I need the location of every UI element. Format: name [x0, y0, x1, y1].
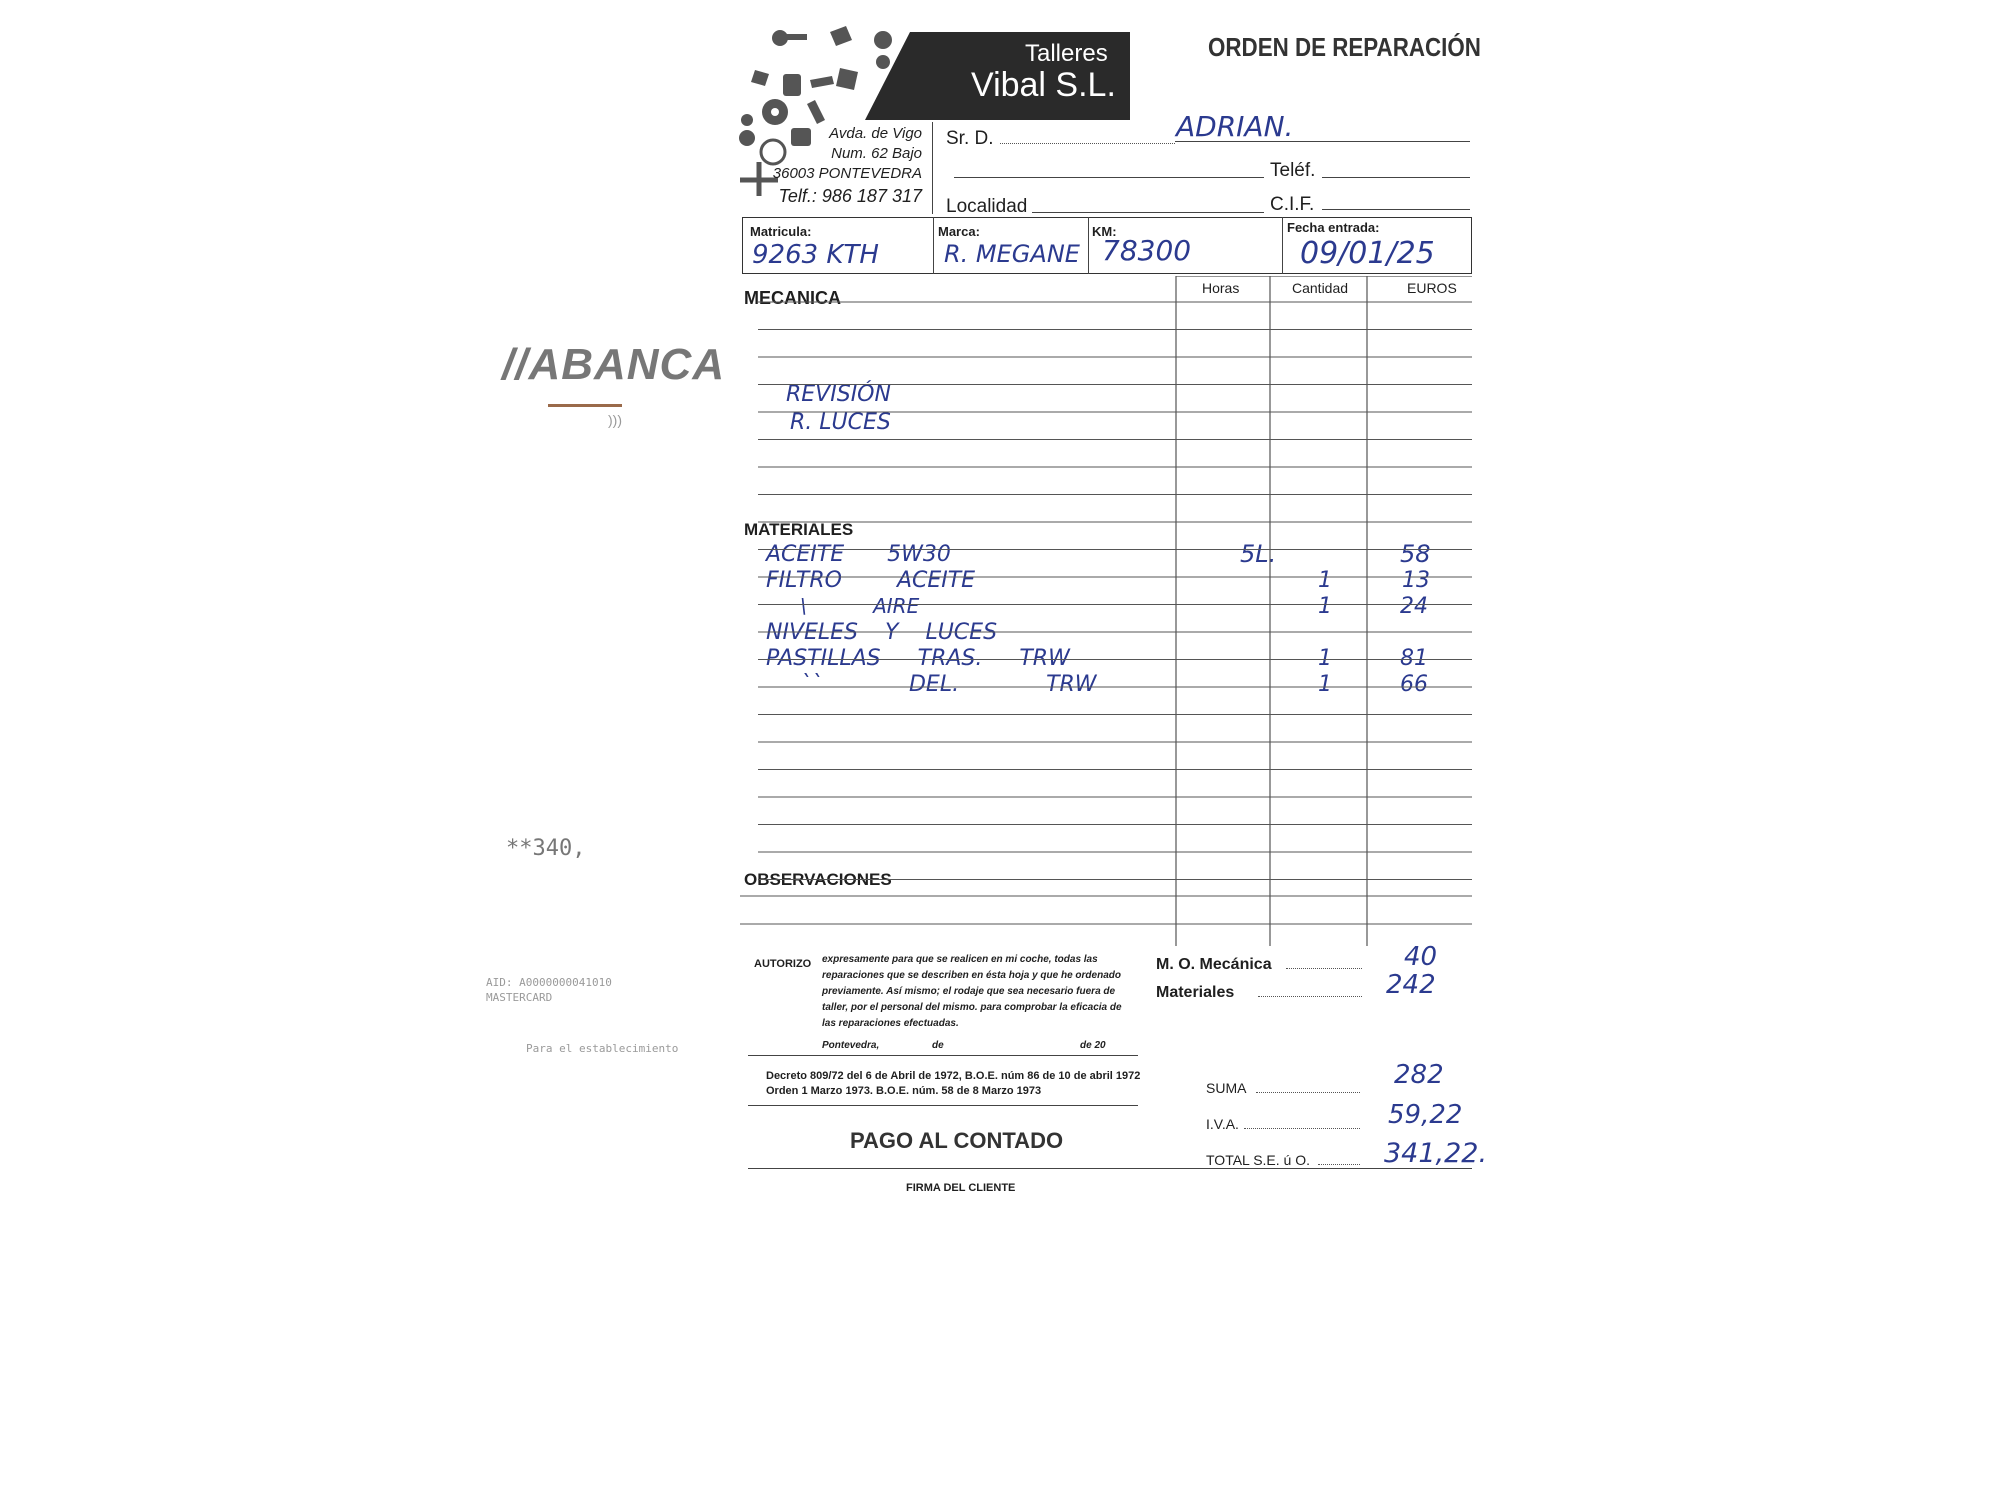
- mecanica-row: R. LUCES: [790, 410, 891, 435]
- address-phone: Telf.: 986 187 317: [778, 186, 922, 206]
- decreto-bottom-line: [748, 1105, 1138, 1106]
- material-euros: 24: [1400, 594, 1428, 619]
- suma-dots: [1256, 1092, 1360, 1093]
- material-euros: 81: [1400, 646, 1428, 671]
- iva-value: 59,22: [1388, 1100, 1463, 1130]
- iva-dots: [1244, 1128, 1360, 1129]
- marca-label: Marca:: [938, 224, 980, 239]
- receipt-bank-underline: [548, 404, 622, 407]
- localidad-label: Localidad: [946, 196, 1028, 217]
- materiales-total-label: Materiales: [1156, 984, 1235, 1001]
- firma-line: [748, 1168, 1472, 1169]
- autorizo-de: de: [932, 1040, 944, 1051]
- cif-label: C.I.F.: [1270, 194, 1315, 215]
- autorizo-bottom-line: [748, 1055, 1138, 1056]
- iva-label: I.V.A.: [1206, 1116, 1239, 1132]
- address-line-field: [954, 177, 1264, 178]
- receipt-amount: **340,: [506, 836, 586, 861]
- material-euros: 66: [1400, 672, 1428, 697]
- material-qty: 1: [1318, 594, 1332, 619]
- contactless-icon: ))): [608, 412, 622, 428]
- telef-label: Teléf.: [1270, 160, 1316, 181]
- localidad-line: [1032, 212, 1264, 213]
- mo-label: M. O. Mecánica: [1156, 956, 1272, 973]
- materiales-title: MATERIALES: [744, 520, 854, 539]
- order-table: [740, 276, 1472, 946]
- cif-line: [1322, 209, 1470, 210]
- material-desc: ACEITE 5W30: [766, 542, 951, 567]
- material-desc: \ AIRE: [800, 594, 920, 618]
- material-desc: `` DEL. TRW: [800, 672, 1097, 697]
- fecha-value: 09/01/25: [1300, 236, 1435, 271]
- material-euros: 58: [1400, 540, 1431, 568]
- material-qty: 1: [1318, 646, 1332, 671]
- mo-dots: [1286, 968, 1362, 969]
- address-line: Avda. de Vigo: [829, 125, 922, 142]
- marca-value: R. MEGANE: [944, 240, 1080, 268]
- col-euros: EUROS: [1407, 280, 1457, 296]
- observaciones-title: OBSERVACIONES: [744, 870, 892, 889]
- material-desc: NIVELES Y LUCES: [766, 620, 998, 645]
- matricula-label: Matricula:: [750, 224, 812, 239]
- vehicle-divider: [933, 217, 934, 274]
- pago-contado: PAGO AL CONTADO: [850, 1128, 1064, 1153]
- total-dots: [1318, 1164, 1360, 1165]
- sr-value: ADRIAN.: [1176, 110, 1294, 143]
- sr-label: Sr. D.: [946, 128, 994, 149]
- firma-cliente: FIRMA DEL CLIENTE: [906, 1182, 1016, 1194]
- material-desc: PASTILLAS TRAS. TRW: [766, 646, 1070, 671]
- company-name-line2: Vibal S.L.: [971, 66, 1116, 104]
- suma-label: SUMA: [1206, 1080, 1247, 1096]
- mecanica-title: MECANICA: [744, 288, 841, 308]
- material-qty: 1: [1318, 568, 1332, 593]
- autorizo-place: Pontevedra,: [822, 1040, 880, 1051]
- materiales-dots: [1258, 996, 1362, 997]
- mo-value: 40: [1404, 942, 1438, 972]
- suma-value: 282: [1394, 1060, 1444, 1090]
- sr-line: [1000, 143, 1175, 144]
- km-value: 78300: [1102, 234, 1192, 267]
- company-name-line1: Talleres: [1025, 40, 1108, 67]
- autorizo-text: expresamente para que se realicen en mi coche, todas las reparaciones que se describen en ésta hoja y que he ordenado previamente. Así mismo; el rodaje que sea necesario fuera de taller, por el personal del mismo. para comprobar la eficacia de las reparaciones efectuadas.: [822, 954, 1122, 1029]
- receipt-card-brand: MASTERCARD: [486, 991, 553, 1004]
- total-label: TOTAL S.E. ú O.: [1206, 1152, 1310, 1168]
- document-title: ORDEN DE REPARACIÓN: [1208, 32, 1481, 62]
- km-label: KM:: [1092, 224, 1117, 239]
- autorizo-de20: de 20: [1080, 1040, 1106, 1051]
- material-desc: FILTRO ACEITE: [766, 568, 976, 593]
- autorizo-label: AUTORIZO: [754, 958, 812, 970]
- receipt-aid: AID: A0000000041010: [486, 976, 612, 989]
- address-line: Num. 62 Bajo: [831, 145, 922, 162]
- material-euros: 13: [1402, 568, 1430, 593]
- address-line: 36003 PONTEVEDRA: [772, 165, 922, 182]
- decreto-line: Decreto 809/72 del 6 de Abril de 1972, B.O.E. núm 86 de 10 de abril 1972: [766, 1070, 1141, 1082]
- vehicle-divider: [1282, 217, 1283, 274]
- receipt-bank-logo: //ABANCA: [502, 340, 726, 389]
- card-receipt: [480, 330, 726, 1070]
- header-divider: [932, 122, 933, 214]
- matricula-value: 9263 KTH: [752, 240, 879, 270]
- col-horas: Horas: [1202, 280, 1240, 296]
- table-grid: [740, 276, 1472, 946]
- col-cantidad: Cantidad: [1292, 280, 1349, 296]
- decreto-line: Orden 1 Marzo 1973. B.O.E. núm. 58 de 8 Marzo 1973: [766, 1085, 1042, 1097]
- company-address: [760, 124, 922, 208]
- material-qty: 1: [1318, 672, 1332, 697]
- total-value: 341,22.: [1384, 1138, 1488, 1169]
- telef-line: [1322, 177, 1470, 178]
- receipt-footer: Para el establecimiento: [526, 1042, 679, 1055]
- fecha-label: Fecha entrada:: [1287, 220, 1380, 235]
- vehicle-divider: [1088, 217, 1089, 274]
- material-qty: 5L.: [1240, 540, 1277, 568]
- mecanica-row: REVISIÓN: [786, 382, 891, 407]
- materiales-total-value: 242: [1386, 970, 1436, 1000]
